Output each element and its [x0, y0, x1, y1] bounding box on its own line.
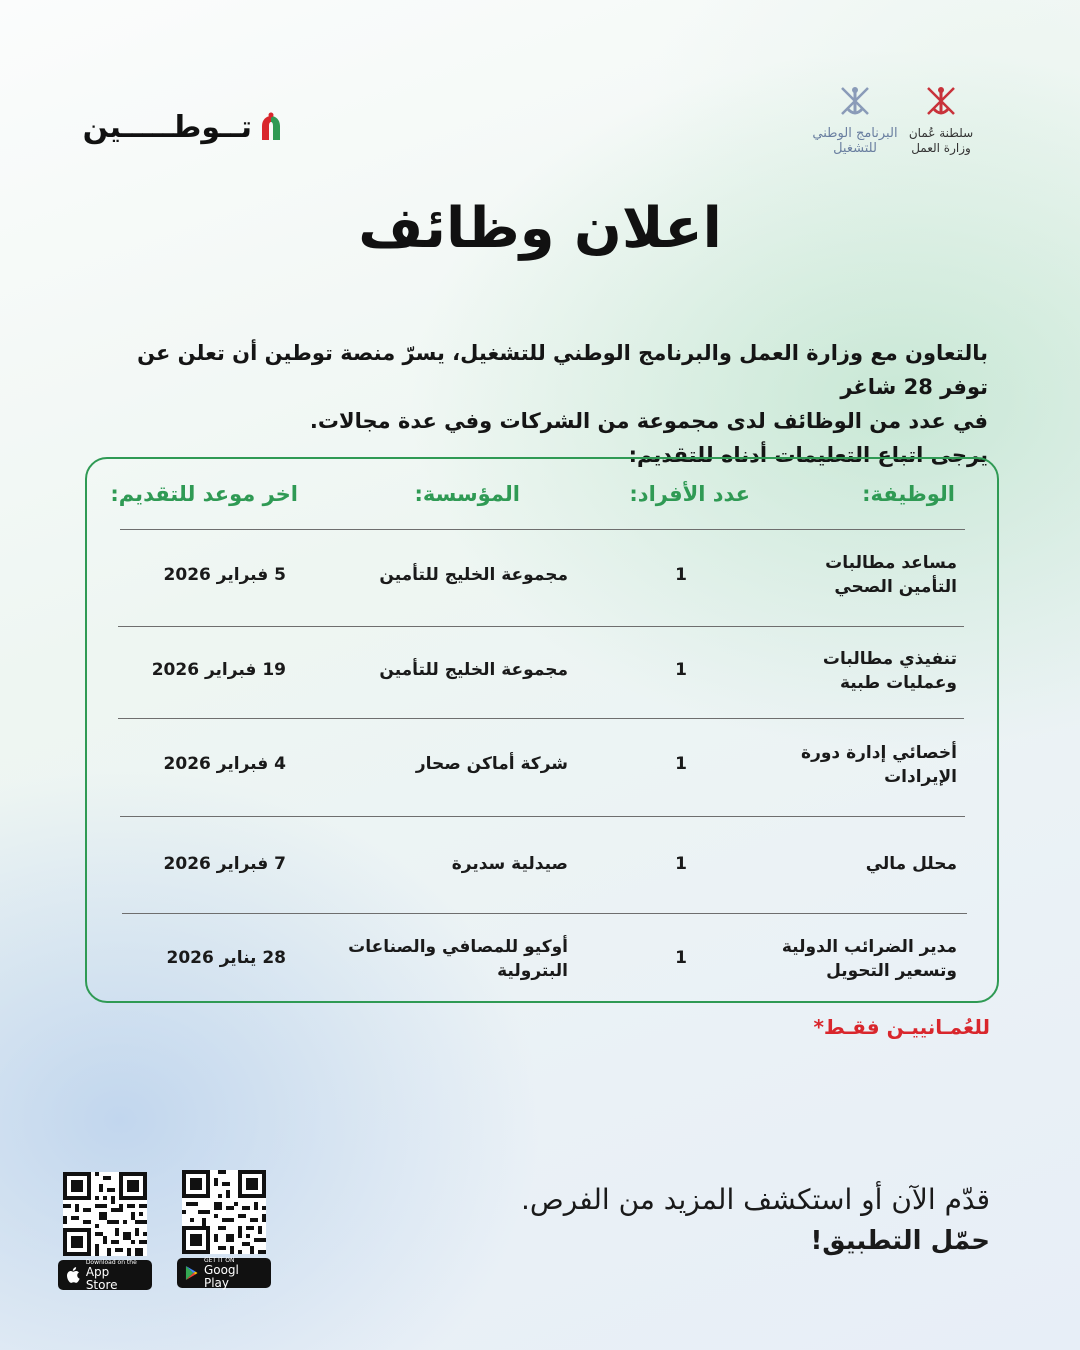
intro-paragraph — [128, 336, 988, 472]
table-row-job: أخصائي إدارة دورة الإيرادات — [801, 743, 957, 787]
app-store-qr-code[interactable] — [63, 1172, 147, 1256]
intro-line: بالتعاون مع وزارة العمل والبرنامج الوطني للتشغيل، يسرّ منصة توطين أن تعلن عن توفر 28 شاغر — [137, 341, 988, 399]
cta-line2: حمّل التطبيق! — [810, 1226, 990, 1256]
mol-name-line1: سلطنة عُمان — [908, 126, 974, 140]
table-row-company: أوكيو للمصافي والصناعات البترولية — [348, 937, 568, 981]
table-row-job: مدير الضرائب الدولية وتسعير التحويل — [781, 937, 957, 981]
row-divider — [120, 529, 965, 530]
row-divider — [118, 626, 964, 627]
google-play-badge-small-text: GET IT ON — [203, 1256, 235, 1264]
table-row-job: محلل مالي — [865, 854, 957, 874]
header-count: عدد الأفراد: — [629, 482, 750, 506]
table-row-deadline: 5 فبراير 2026 — [163, 565, 286, 585]
intro-line: في عدد من الوظائف لدى مجموعة من الشركات وفي عدة مجالات. — [309, 409, 988, 433]
jobs-table-card — [85, 457, 999, 1003]
table-row-count: 1 — [675, 660, 687, 680]
header-deadline: اخر موعد للتقديم: — [110, 482, 298, 506]
apple-icon — [66, 1267, 80, 1283]
table-row-company: مجموعة الخليج للتأمين — [379, 660, 568, 680]
toteen-logo — [82, 104, 282, 150]
row-divider — [120, 816, 965, 817]
table-row-company: مجموعة الخليج للتأمين — [379, 565, 568, 585]
app-store-badge-small-text: Download on the — [85, 1258, 137, 1266]
header-company: المؤسسة: — [414, 482, 520, 506]
cta-line1: قدّم الآن أو استكشف المزيد من الفرص. — [521, 1183, 990, 1216]
qr-code-icon — [182, 1170, 266, 1254]
table-row-count: 1 — [675, 565, 687, 585]
national-emblem-icon — [838, 84, 872, 122]
row-divider — [118, 718, 964, 719]
toteen-mark-icon — [260, 112, 282, 142]
google-play-icon — [185, 1265, 198, 1281]
google-play-qr-code[interactable] — [182, 1170, 266, 1254]
page-title: اعلان وظائف — [358, 196, 722, 261]
table-row-job: تنفيذي مطالبات وعمليات طبية — [822, 649, 957, 693]
mol-name-line2: وزارة العمل — [911, 141, 971, 155]
google-play-badge-label: Googl Play — [203, 1262, 239, 1290]
table-row-company: صيدلية سديرة — [451, 854, 568, 874]
google-play-badge[interactable] — [177, 1258, 271, 1288]
ministry-of-labour-logo — [905, 84, 977, 164]
intro-line: يرجى اتباع التعليمات أدناه للتقديم: — [628, 443, 988, 467]
nep-logo — [800, 84, 910, 164]
table-row-deadline: 7 فبراير 2026 — [163, 854, 286, 874]
table-row-deadline: 28 يناير 2026 — [166, 948, 286, 968]
app-store-badge-label: App Store — [85, 1264, 118, 1292]
toteen-wordmark: تــوطـــــين — [82, 109, 252, 145]
row-divider — [122, 913, 967, 914]
table-row-job: مساعد مطالبات التأمين الصحي — [825, 553, 957, 597]
table-row-count: 1 — [675, 854, 687, 874]
cta-block — [521, 1183, 990, 1256]
qr-code-icon — [63, 1172, 147, 1256]
table-row-count: 1 — [675, 948, 687, 968]
header-job: الوظيفة: — [862, 482, 955, 506]
omanis-only-note: للعُمـانييـن فقـط* — [813, 1015, 990, 1039]
table-row-deadline: 4 فبراير 2026 — [163, 754, 286, 774]
nep-name-line1: البرنامج الوطني — [812, 126, 898, 141]
table-row-deadline: 19 فبراير 2026 — [151, 660, 286, 680]
table-row-count: 1 — [675, 754, 687, 774]
app-store-badge[interactable] — [58, 1260, 152, 1290]
nep-name-line2: للتشغيل — [833, 141, 877, 156]
oman-emblem-icon — [924, 84, 958, 122]
table-row-company: شركة أماكن صحار — [415, 754, 568, 774]
